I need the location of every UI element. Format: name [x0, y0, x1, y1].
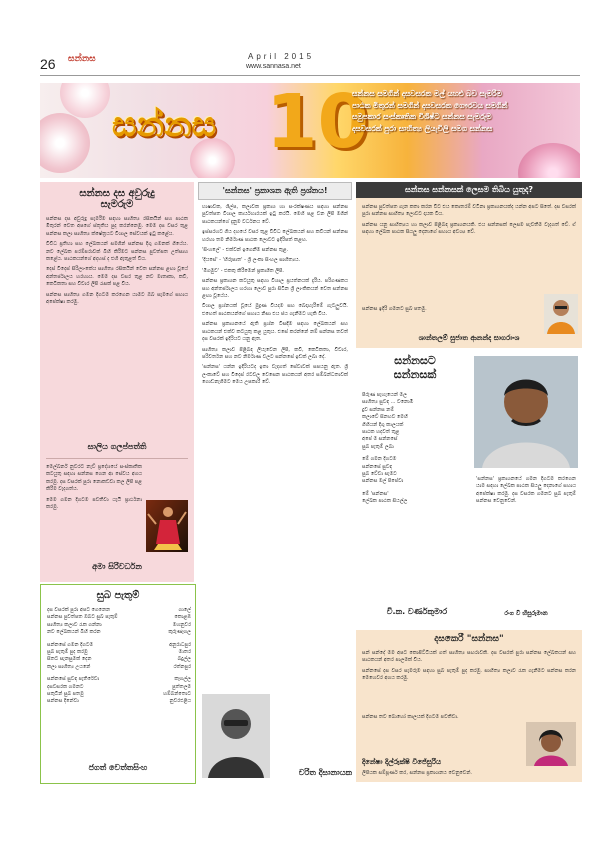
col1-subheading: සැමරුම [100, 199, 134, 210]
col3-mid-subheading: සන්නසක් [393, 368, 437, 381]
col3-lower-box [356, 630, 582, 782]
poem-line: අනුරාධපුර [169, 641, 191, 648]
paragraph: මෙම ගමන දිගටම පවතීවා යැයි ප්‍රාර්ථනා කරමු. [46, 496, 142, 511]
col3-lower-closing: සන්නස තව බොහෝ කාලයක් දිගටම පවතීවා. [362, 714, 459, 720]
verse-line: මේ 'සන්නස' [362, 490, 389, 497]
col2-article-box [198, 182, 352, 782]
paragraph: සන්නස යනු සාහිත්‍යය හා කලාව පිළිබඳ ප්‍රකාශනයකි. එය සන්නසක් ලෙසම පැවතීම වැදගත් වේ. ඒ සඳහා ලේඛක පාඨක සියලු දෙනාගේ සහාය අවශ්‍ය වේ. [362, 221, 576, 236]
issue-month: April 2015 [248, 52, 315, 61]
poem-line: ගාලේ [178, 607, 191, 613]
col3-lower-body [362, 650, 576, 686]
poem-line: සන්නස පුවත්පත ඔබට සුබ පැතුම් [47, 614, 118, 621]
website-url[interactable]: www.sannasa.net [246, 63, 301, 70]
poem-line: සතුටින් සුබ පතමු [47, 691, 84, 698]
poem-line: සන්නස දිනේවා [47, 698, 79, 705]
col1-signature-2: අමා සිරිවර්ධන [92, 562, 142, 571]
poem-line: කුරුණෑගල [168, 629, 191, 636]
col3-lower-signature: දිනේෂා දිල්රුක්ෂි විජේසුරිය [362, 758, 442, 766]
paragraph: සන්නස පුවත්පත ගැන කතා කරන විට එය කොතරම් වටිනා ප්‍රකාශනයක්ද යන්න අපට සිතේ. දස වසරක් පුරා සන්නස සාහිත්‍ය ලොවට දායක විය. [362, 204, 576, 218]
banner-number: 10 [266, 83, 369, 165]
poem-line: නුවරඑළිය [169, 698, 191, 705]
paragraph: සාහිත්‍ය කලාව පිළිබඳ ලියැවෙන ලිපි, කවි, කෙටිකතා, විචාර, පරිවර්තන සහ නව නිර්මාණ වලට සන්නසේ ඉඩක් ලබා දේ. [202, 346, 348, 360]
col3-signature: ශාන්තලම් සුජාත ආනන්ද සාගරාංශ [418, 334, 520, 342]
verse-line: පාඨක හදවත් තුළ [362, 429, 400, 436]
paragraph: භාෂාවක, ශිල්ප, කලාවක ප්‍රකාශ හා සංරක්ෂණය සඳහා සන්නස පුවත්පත විශාල කාර්යභාරයක් ඉටු කරයි. මෙහි පළ වන ලිපි මගින් පාඨකයන්ගේ දැනුම වර්ධනය වේ. [202, 204, 348, 225]
banner-line: දසවසරක් පුරා සාහිත්‍ය ලියැවිලි සමග සන්නස [352, 123, 493, 133]
poem-line: රත්නපුර [173, 663, 191, 670]
poem-line: පුත්තලම [172, 683, 191, 690]
verse-line: කලාවේ සිනහව මෙහි [362, 414, 408, 421]
col3-title-bar [356, 182, 582, 198]
poem-line: බදුල්ල [177, 656, 191, 663]
col3-headline: සන්නස සන්නසක් ලෙසම තිබිය යුතුද? [404, 185, 534, 194]
flower-decoration [40, 113, 90, 173]
poem-line: සිතට සැනසුමක් දෙන [47, 656, 92, 663]
poem-line: දස වසරක් පුරා අපට ගෙනෙන [47, 607, 111, 613]
col3-closing: සන්නස ඉදිරි ගමනට සුබ පතමු. [362, 306, 427, 312]
paragraph: සන්නස සාහිත්‍ය ගමන දිගටම කරගෙන යාමට ඔබ සැමගේ සහාය අපේක්ෂා කරමු. [46, 291, 188, 306]
poem-title: සුබ පැතුම් [96, 590, 140, 601]
anniversary-banner [40, 83, 580, 178]
verse-line: සාහිත්‍ය සුවඳ ... වනොමී [362, 399, 414, 406]
poem-right-column [147, 607, 191, 706]
verse-line: ලේඛක පාඨක සියල්ල [362, 498, 408, 505]
verse-line: ගිහියන් දිගු කාලයක් [362, 421, 404, 428]
banner-title: සන්නස [112, 105, 217, 145]
paragraph: සන්නස ප්‍රකාශනයේ ඇති ප්‍රශ්න විසඳීම සඳහා ලේඛකයන් සහ පාඨකයන් එක්ව කටයුතු කළ යුතුය. එසේ කරන්නේ නම් සන්නස තවත් දස වසරක් ඉදිරියට යනු ඇත. [202, 321, 348, 343]
col2-body [202, 204, 348, 390]
header-rule [40, 75, 580, 76]
writer-photo [526, 722, 576, 766]
paragraph: 'සිංහලේ' - එක්වන් ඉගෙනීම සන්නස තුළ. [202, 247, 289, 254]
paragraph: සන්නස ප්‍රකාශන කටයුතු සඳහා විශාල ප්‍රයත්නයක් දැරීය. පරිගණකය සහ අන්තර්ජාලය හරහා ලොව පුරා සිටින ශ්‍රී ලාංකිකයන් වෙත සන්නස ළඟා වූයේය. [202, 278, 348, 300]
col2-title-bar [198, 182, 352, 200]
col3-verse [362, 392, 472, 506]
flower-decoration [518, 143, 580, 178]
paragraph: මෙල්බර්න් නුවරට නැව් ප්‍රදේශයේ සංස්කෘතික කටයුතු සඳහා සන්නස ගෙන ආ සේවය අගය කරමු. දස වසරක් පුරා නොකඩවා කල ලිපි පළ කිරීම වැදගත්ය. [46, 464, 142, 493]
verse-line: අපේ ම සන්නසේ [362, 436, 398, 443]
banner-tagline [352, 88, 578, 134]
paragraph: සන් සන්දේ මම අපට කොපිට්ටියක් ගත් සාහිත්‍ය සඟරාවකි. දස වසරක් පුරා සන්නස ලේඛකයන් සහ පාඨකයන් අතර පාලමක් විය. [362, 650, 576, 664]
poem-line: කලා සාහිත්‍ය උයනේ [47, 663, 91, 670]
author-portrait [474, 356, 578, 468]
flower-decoration [60, 83, 110, 118]
divider [46, 458, 188, 459]
paragraph: ඉස්සරහට ගිය දහයේ වසර තුළ විවිධ ලේඛකයන් සහ කවියන් සන්නස හරහා තම නිර්මාණ පාඨක ලොවට ඉදිරිපත් කළහ. [202, 229, 348, 243]
verse-line: දුව සන්නස නම් [362, 406, 394, 413]
col2-headline: 'සන්නස' ප්‍රකාශන ඇති ප්‍රශ්නය! [222, 186, 328, 195]
verse-line: මේ ගමන දිගටම [362, 456, 397, 463]
verse-line: සන්නසේ සුවඳ [362, 463, 393, 470]
portrait-caption: 'සන්නස' ප්‍රකාශනයේ ගමන දිගටම කරගෙන යාම සඳහා ලේඛක පාඨක සියලු දෙනාගේ සහාය අපේක්ෂා කරමු. දස වසරක ගමනට සුබ පැතුම් සන්නස වෙනුවෙන්. [476, 476, 576, 505]
poem-line: සාහිත්‍ය කලාව රැක ගන්නා [47, 621, 102, 628]
poem-left-column [47, 607, 143, 706]
banner-line: සමුපකාර සංස්කෘතික විශිෂ්ට සන්නස සැමරුම [352, 112, 492, 121]
banner-line: සන්නස සමගින් දසවසරක මල් යහළු බව සැමරීම [352, 89, 502, 98]
paragraph: 'මීගමුව' - එකතු කිරීමෙන් ප්‍රකාශිත ලිපි. [202, 267, 285, 274]
poem-line: නව ලේඛකයන් බිහි කරන [47, 629, 101, 636]
verse-line: සන්නස මල් පිපේවා [362, 478, 404, 485]
poem-line: සන්නසේ සුවඳ පැතිරේවා [47, 676, 100, 683]
col3-verse-signature: වී.ක. වර්ණකුමාර [386, 607, 448, 616]
monk-photo [544, 294, 578, 334]
col3-verse-box [356, 352, 582, 628]
poem-line: හම්බන්තොට [163, 691, 191, 698]
col1-signature: සාලිය ගලප්පත්ති [87, 442, 147, 451]
poem-box [40, 584, 196, 784]
poem-line: කොළඹ [174, 614, 191, 621]
paragraph: සන්නසේ දස වසර සැමරුම සඳහා සුබ පැතුම් පුද කරමු. සාහිත්‍ය කලාව රැක ගැනීමට සන්නස කරන මෙහෙවර අගය කරමු. [362, 667, 576, 682]
poem-line: සන්නසේ ගමන දිගටම [47, 641, 94, 648]
poem-line: මහනුවර [172, 621, 191, 628]
paragraph: සන්නස දස අවුරුදු සැමරීම සඳහා සාහිත්‍ය රසිකයින් සහ පාඨක මිතුරන් වෙත අපගේ ස්තූතිය පුද කරන්නෙමු. මෙම දස වසර තුළ සන්නස කලා සාහිත්‍ය ක්ෂේත්‍රයට විශාල සේවයක් ඉටු කළේය. [46, 216, 188, 237]
poem-signature: ජගත් වෙත්තසිංහ [88, 763, 148, 772]
poem-line: කෑගල්ල [174, 676, 191, 683]
author-photo [202, 694, 270, 778]
paragraph: දෙස් විදෙස් සිරිලාංකේය සාහිත්‍ය රසිකයින් වෙත සන්නස ළඟා වූයේ අන්තර්ජාලය හරහාය. මෙම දස වසර තුළ නව මාතෘකා, කවි, කෙටිකතා සහ විචාර ලිපි රැසක් පළ විය. [46, 266, 188, 288]
portrait-credit: රංග වී හිසුරුමාන [504, 610, 548, 617]
page-header [0, 0, 595, 86]
paragraph: 'සන්නස' යන්න ඉදිරියටද ඉතා වැදගත් සේවාවක් සපයනු ඇත. ශ්‍රී ලංකාවේ සහ විදෙස් රටවල වෙසෙන පාඨකයන් අතර සම්බන්ධතාවක් ගොඩනැගීමට මෙය උපකාරී වේ. [202, 364, 348, 386]
paragraph: විවිධ ප්‍රතිභා සහ ලේඛකයන් සමගින් සන්නස දිගු ගමනක් ගියේය. නව ලේඛක පරම්පරාවක් බිහි කිරීමට සන්නස පුවත්පත උත්සාහ කළේය. පාඨකයන්ගේ අදහස් ද එහි ඇතුළත් විය. [46, 241, 188, 263]
poem-line: සුබ පැතුම් පුද කරමු [47, 649, 88, 656]
col3-article-box [356, 182, 582, 348]
magazine-logo: සන්නස [68, 54, 96, 64]
banner-line: පාඨක මිතුරන් සමගින් දසවසරක ගෞරවය සමගින් [352, 100, 508, 110]
poem-line: මාතර [178, 649, 191, 656]
col3-lower-headline: දසකෙරී "සන්නස" [434, 634, 504, 644]
col3-body [362, 204, 576, 240]
col3-mid-heading: සන්නසට [394, 354, 436, 367]
col1-heading: සන්නස දස අවුරුදු [79, 188, 155, 199]
col1-article-box [40, 182, 194, 582]
verse-line: සුබ පැතුම් ලබා [362, 443, 394, 450]
col3-lower-footnote: ලිපියක සම්පූර්ණ කර, සන්නස ප්‍රකාශනය වෙනුවෙන්. [362, 770, 473, 776]
col1-lower-body [46, 464, 142, 514]
paragraph: 'දියසේ' - 'හිරුපාත' - ශ්‍රී ලංකා සිංහල සාහිත්‍යය. [202, 257, 301, 264]
verse-line: සුබ වේවා සැමට [362, 471, 397, 478]
col1-body [40, 216, 194, 306]
dancer-photo [146, 500, 188, 552]
verse-line: පිරුණ පැහැයෙන් මල [362, 392, 407, 398]
page-number: 26 [40, 56, 56, 72]
poem-line: දසවසරක ගමනට [47, 683, 84, 690]
col2-signature: චරිත දිසානායක [298, 768, 352, 777]
paragraph: විශාල ප්‍රශ්නයක් වූයේ මුද්‍රණ වියදම සහ බෙදාහැරීමේ ගැටලුවයි. එහෙත් පාඨකයන්ගේ සහාය නිසා එය ජය ගැනීමට හැකි විය. [202, 303, 348, 317]
